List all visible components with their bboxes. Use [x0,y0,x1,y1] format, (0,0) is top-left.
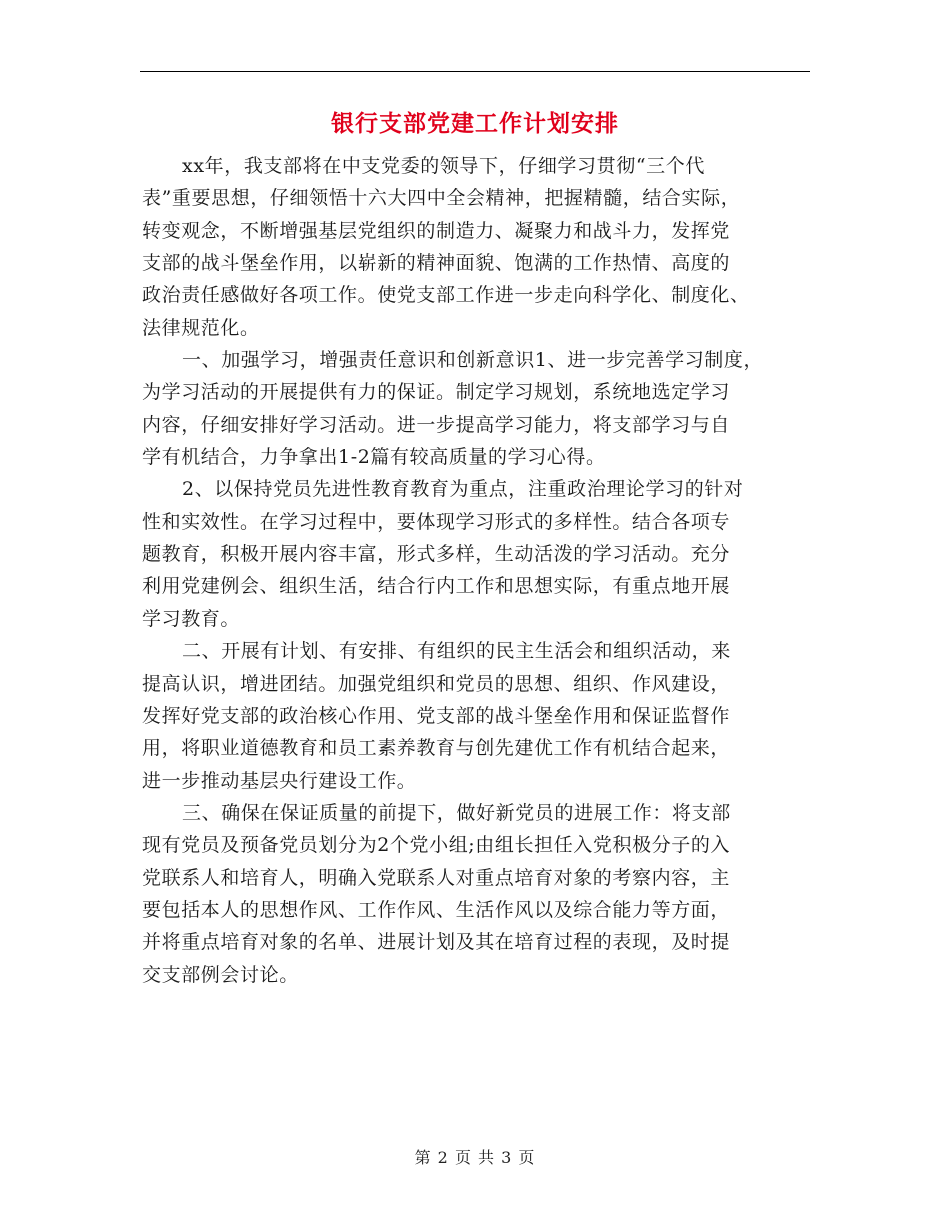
text-line: 提高认识，增进团结。加强党组织和党员的思想、组织、作风建设， [142,672,731,695]
text-line: 内容，仔细安排好学习活动。进一步提高学习能力，将支部学习与自 [142,413,731,436]
paragraph-section-2 [142,635,810,797]
paragraph-item-2 [142,473,810,635]
text-line: 表”重要思想，仔细领悟十六大四中全会精神，把握精髓，结合实际， [142,187,741,210]
text-line: 党联系人和培育人，明确入党联系人对重点培育对象的考察内容，主 [142,866,731,889]
text-line: 现有党员及预备党员划分为2个党小组;由组长担任入党积极分子的入 [142,834,731,857]
text-line: 转变观念，不断增强基层党组织的制造力、凝聚力和战斗力，发挥党 [142,219,731,242]
text-line: 发挥好党支部的政治核心作用、党支部的战斗堡垒作用和保证监督作 [142,704,731,727]
document-body [142,150,810,991]
paragraph-intro [142,150,810,344]
text-line: 2、以保持党员先进性教育教育为重点，注重政治理论学习的针对 [182,478,744,501]
text-line: 为学习活动的开展提供有力的保证。制定学习规划，系统地选定学习 [142,381,731,404]
text-line: 政治责任感做好各项工作。使党支部工作进一步走向科学化、制度化、 [142,284,750,307]
text-line: 进一步推动基层央行建设工作。 [142,769,417,792]
page-number-footer: 第 2 页 共 3 页 [414,1148,536,1167]
text-line: 利用党建例会、组织生活，结合行内工作和思想实际，有重点地开展 [142,575,731,598]
text-line: 二、开展有计划、有安排、有组织的民主生活会和组织活动，来 [182,640,731,663]
document-title: 银行支部党建工作计划安排 [331,110,619,137]
text-line: 一、加强学习，增强责任意识和创新意识1、进一步完善学习制度， [182,349,764,372]
text-line: 法律规范化。 [142,316,260,339]
header-rule [140,71,810,72]
text-line: 并将重点培育对象的名单、进展计划及其在培育过程的表现，及时提 [142,931,731,954]
paragraph-section-1 [142,344,810,473]
text-line: 支部的战斗堡垒作用，以崭新的精神面貌、饱满的工作热情、高度的 [142,252,731,275]
text-line: 题教育，积极开展内容丰富，形式多样，生动活泼的学习活动。充分 [142,543,731,566]
text-line: 用，将职业道德教育和员工素养教育与创先建优工作有机结合起来， [142,737,731,760]
text-line: 学有机结合，力争拿出1-2篇有较高质量的学习心得。 [142,446,606,469]
text-line: 交支部例会讨论。 [142,963,299,986]
text-line: xx年，我支部将在中支党委的领导下，仔细学习贯彻“三个代 [182,155,705,177]
text-line: 三、确保在保证质量的前提下，做好新党员的进展工作：将支部 [182,801,731,824]
text-line: 要包括本人的思想作风、工作作风、生活作风以及综合能力等方面， [142,898,731,921]
text-line: 学习教育。 [142,607,241,630]
paragraph-section-3 [142,797,810,991]
text-line: 性和实效性。在学习过程中，要体现学习形式的多样性。结合各项专 [142,510,731,533]
